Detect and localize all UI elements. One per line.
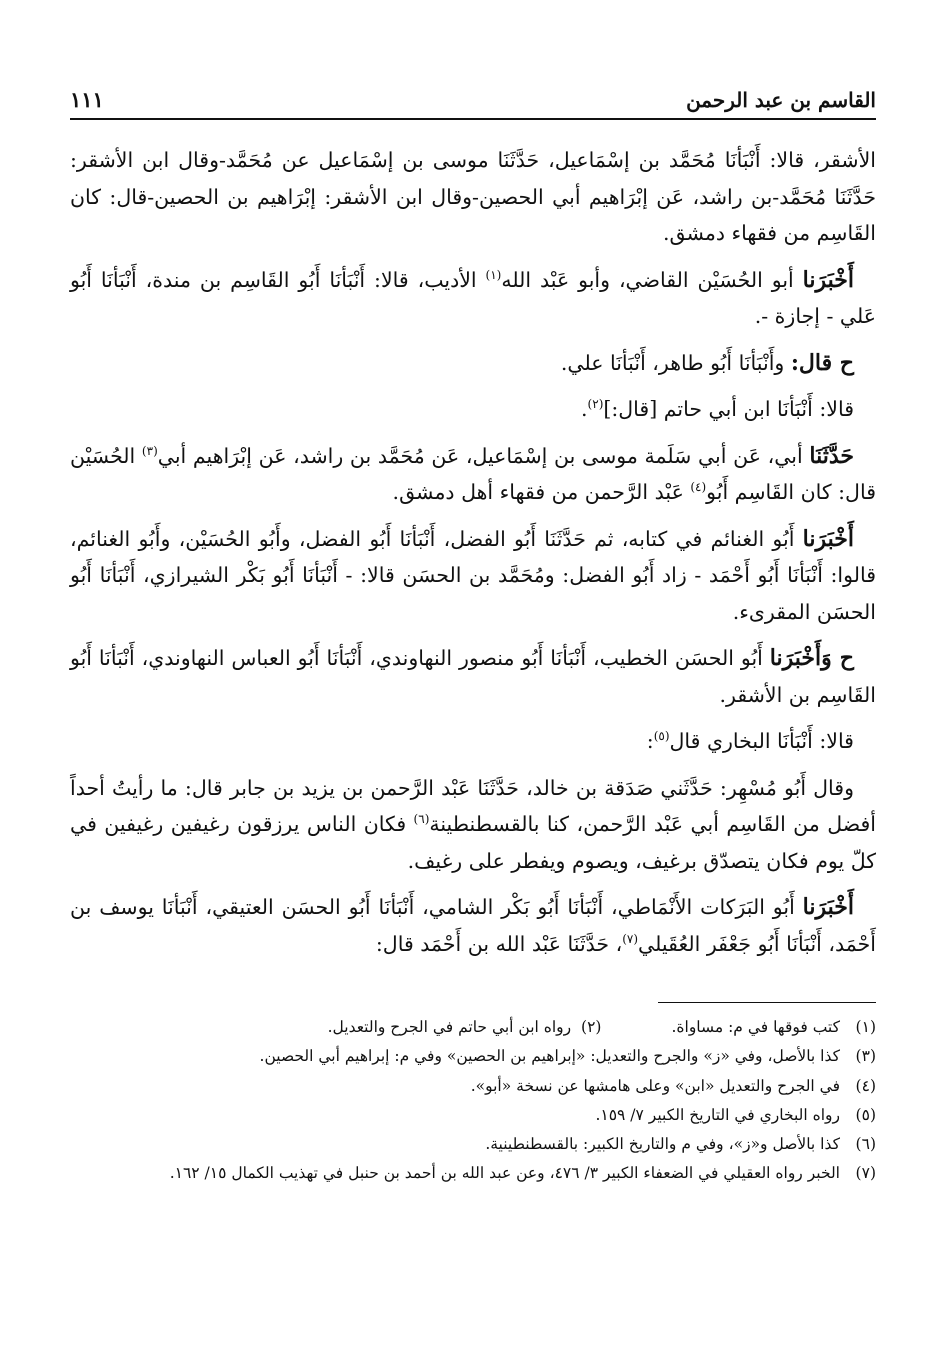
footnote-row bbox=[70, 1101, 876, 1130]
paragraph-text: أبو الحُسَيْن القاضي، وأبو عَبْد الله bbox=[501, 267, 803, 292]
paragraph-5 bbox=[70, 438, 876, 511]
footnote-separator bbox=[658, 1002, 876, 1003]
narration-keyword: حَدَّثَنَا bbox=[809, 442, 854, 469]
paragraph-8 bbox=[70, 723, 876, 760]
narration-keyword: أَخْبَرَنا bbox=[802, 525, 854, 552]
footnote-number: (٤) bbox=[855, 1076, 876, 1095]
footnote-row bbox=[70, 1013, 876, 1042]
footnote-text: رواه البخاري في التاريخ الكبير ٧/ ١٥٩. bbox=[595, 1105, 840, 1124]
paragraph-text-cont: عَبْد الرَّحمن من فقهاء أهل دمشق. bbox=[392, 480, 691, 504]
page bbox=[70, 72, 876, 1189]
footnote-row bbox=[70, 1130, 876, 1159]
footnotes bbox=[70, 1013, 876, 1189]
footnote-text: كذا بالأصل و«ز»، وفي م والتاريخ الكبير: بالقسطنطينية. bbox=[485, 1135, 840, 1154]
footnote-text: كتب فوقها في م: مساواة. bbox=[671, 1018, 840, 1036]
paragraph-text-cont: ، حَدَّثَنَا عَبْد الله بن أَحْمَد قال: bbox=[375, 931, 623, 956]
paragraph-text: قالا: أَنْبَأنَا البخاري قال bbox=[669, 729, 854, 753]
footnote-row bbox=[70, 1072, 876, 1101]
paragraph-text: أَبُو الغنائم في كتابه، ثم حَدَّثَنَا أَبُو الفضل، أَنْبَأنَا أَبُو الفضل، وأَبُو الحُسَيْن، وأَبُو الغنائم، قالوا: أَنْبَأنَا أَبُو أَحْمَد - زاد أَبُو الفضل: ومُحَمَّد بن الحسَن قالا: - أَنْبَأنَا أَبُو بَكْر الشيرازي، أَنْبَأنَا أَبُو الحسَن المقرىء. bbox=[70, 526, 876, 624]
paragraph-2 bbox=[70, 262, 876, 335]
main-text bbox=[70, 142, 876, 962]
paragraph-text-cont: . bbox=[581, 397, 588, 421]
footnote-marker: (٢) bbox=[587, 397, 604, 412]
footnote-marker: (٤) bbox=[690, 480, 707, 495]
footnote-number: (٦) bbox=[855, 1135, 876, 1154]
narration-keyword: أَخْبَرَنا bbox=[802, 266, 854, 293]
paragraph-6 bbox=[70, 521, 876, 631]
footnote-number: (٥) bbox=[855, 1105, 876, 1124]
footnote-marker: (٣) bbox=[141, 443, 158, 458]
paragraph-7 bbox=[70, 640, 876, 713]
narration-keyword: ح قال: bbox=[790, 349, 854, 376]
paragraph-4 bbox=[70, 391, 876, 428]
footnote-marker: (٦) bbox=[413, 812, 430, 827]
paragraph-text-cont: فكان الناس يرزقون رغيفين رغيفين في كلّ يوم فكان يتصدّق برغيف، ويصوم ويفطر على رغيف. bbox=[70, 812, 876, 873]
paragraph-text-cont: : bbox=[646, 729, 654, 753]
footnote-number: (٢) bbox=[581, 1018, 602, 1036]
running-head bbox=[70, 72, 876, 120]
paragraph-text: وقال أَبُو مُسْهِر: حَدَّثَني صَدَقة بن خالد، حَدَّثَنَا عَبْد الرَّحمن بن يزيد بن جابر قال: ما رأيتُ أحداً أفضل من القَاسِم أبي عَبْد الرَّحمن، كنا بالقسطنطينة bbox=[70, 775, 876, 836]
running-title: القاسم بن عبد الرحمن bbox=[686, 88, 876, 112]
footnote-text: في الجرح والتعديل «ابن» وعلى هامشها عن نسخة «أبو». bbox=[470, 1076, 840, 1095]
page-number: ١١١ bbox=[70, 87, 104, 112]
narration-keyword: أَخْبَرَنا bbox=[802, 894, 854, 920]
footnote-marker: (٧) bbox=[622, 931, 639, 946]
paragraph-text: أَبُو الحسَن الخطيب، أَنْبَأنَا أَبُو منصور النهاوندي، أَنْبَأنَا أَبُو العباس النهاوندي، أَنْبَأنَا أَبُو القَاسِم بن الأشقر. bbox=[70, 646, 876, 707]
paragraph-text: أَبُو البَرَكات الأَنْمَاطي، أَنْبَأنَا أَبُو بَكْر الشامي، أَنْبَأنَا أَبُو الحسَن العتيقي، أَنْبَأنَا يوسف بن أَحْمَد، أَنْبَأنَا أَبُو جَعْفَر العُقَيلي bbox=[70, 895, 876, 956]
footnote-row bbox=[70, 1159, 876, 1188]
paragraph-1 bbox=[70, 142, 876, 252]
paragraph-10 bbox=[70, 889, 876, 962]
paragraph-text: قالا: أَنْبَأنَا ابن أبي حاتم [قال:] bbox=[603, 397, 854, 421]
footnote-number: (٣) bbox=[855, 1047, 876, 1066]
paragraph-text: الأشقر، قالا: أَنْبَأنَا مُحَمَّد بن إسْمَاعيل، حَدَّثَنَا موسى بن إسْمَاعيل عن مُحَمَّد-وقال ابن الأشقر: حَدَّثَنَا مُحَمَّد-بن راشد، عَن إبْرَاهيم أبي الحصين-وقال ابن الأشقر: إبْرَاهيم بن الحصين-قال: كان القَاسِم من فقهاء دمشق. bbox=[70, 148, 876, 245]
paragraph-3 bbox=[70, 345, 876, 382]
footnote-marker: (٥) bbox=[653, 729, 670, 744]
paragraph-9 bbox=[70, 770, 876, 880]
narration-keyword: ح وَأَخْبَرَنا bbox=[769, 645, 854, 671]
footnote-row bbox=[70, 1042, 876, 1071]
paragraph-text: وأَنْبَأنَا أَبُو طاهر، أَنْبَأنَا علي. bbox=[560, 350, 791, 375]
footnote-number: (٧) bbox=[855, 1164, 876, 1183]
footnote-text: كذا بالأصل، وفي «ز» والجرح والتعديل: «إبراهيم بن الحصين» وفي م: إبراهيم أبي الحصين. bbox=[259, 1047, 840, 1066]
paragraph-text-cont: الأديب، قالا: أَنْبَأنَا أَبُو القَاسِم بن مندة، أَنْبَأنَا أَبُو عَلي - إجازة -. bbox=[70, 267, 876, 328]
paragraph-text: أبي، عَن أبي سَلَمة موسى بن إسْمَاعيل، عَن مُحَمَّد بن راشد، عَن إبْرَاهيم أبي bbox=[157, 443, 810, 468]
footnote-number: (١) bbox=[855, 1018, 876, 1036]
footnote-text: رواه ابن أبي حاتم في الجرح والتعديل. bbox=[327, 1018, 572, 1036]
footnote-marker: (١) bbox=[485, 267, 502, 282]
footnote-pair bbox=[328, 1013, 602, 1042]
paragraph-text-cont: الحُسَيْن قال: كان القَاسِم أَبُو bbox=[70, 443, 876, 504]
footnote-text: الخبر رواه العقيلي في الضعفاء الكبير ٣/ ٤٧٦، وعن عبد الله بن أحمد بن حنبل في تهذيب الكمال ١٥/ ١٦٢. bbox=[169, 1164, 840, 1183]
